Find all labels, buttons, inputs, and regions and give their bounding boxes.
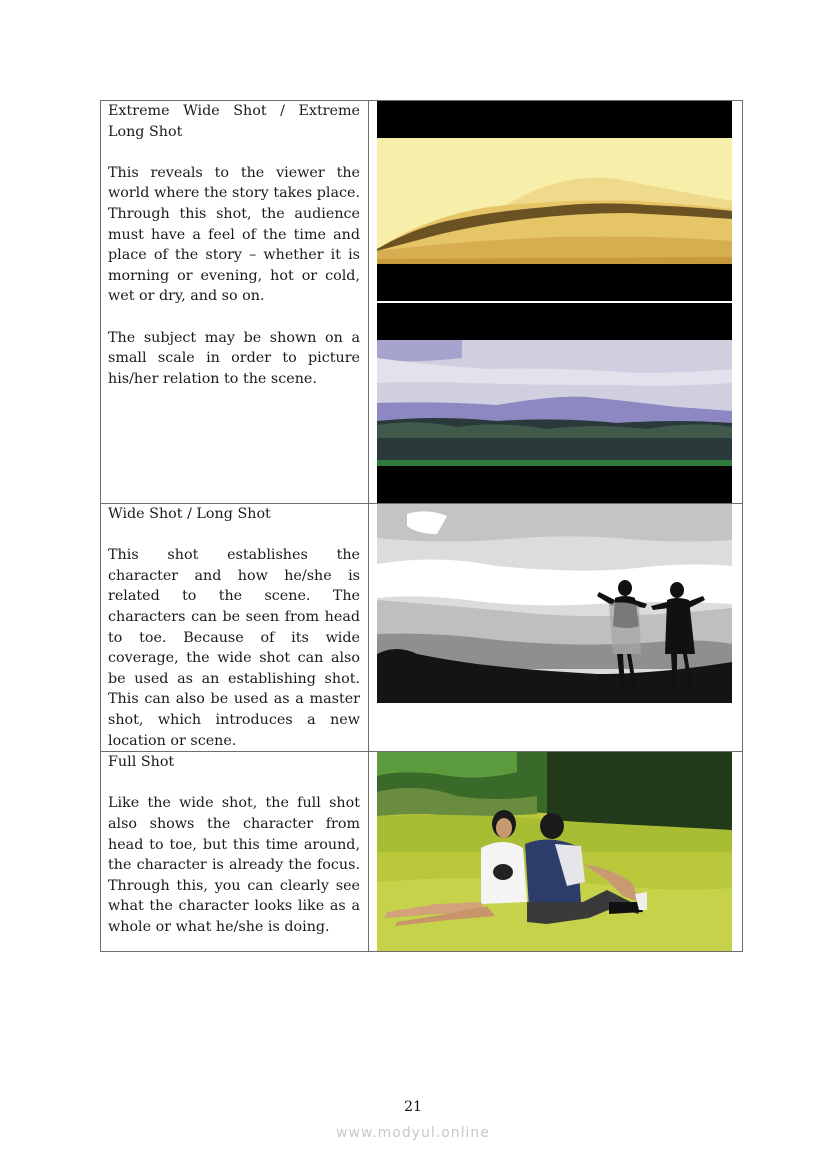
two-people-sitting-on-grass-photo (377, 752, 732, 951)
page-number: 21 (404, 1099, 422, 1115)
shot-description: This reveals to the viewer the world where the story takes place. Through this shot, the audience must have a feel of the time and place of the story – whether it is morning or evening, hot or cold, wet or dry, and so on. (108, 164, 360, 305)
shot-title: Wide Shot / Long Shot (108, 506, 271, 522)
camera-shots-table (100, 100, 743, 952)
image-cell (369, 752, 743, 952)
shot-title: Full Shot (108, 754, 175, 771)
sepia-hill-landscape-photo (377, 101, 732, 301)
table-row (101, 752, 743, 952)
table-row (101, 101, 743, 504)
silhouette-two-people-wide-shot-photo (377, 504, 732, 703)
description-cell (101, 752, 369, 952)
table-row (101, 504, 743, 752)
watermark: www.modyul.online (336, 1125, 490, 1141)
mountain-range-landscape-photo (377, 303, 732, 503)
description-cell (101, 504, 369, 752)
shot-description: The subject may be shown on a small scale in order to picture his/her relation to the scene. (108, 329, 360, 387)
image-cell (369, 504, 743, 752)
description-cell (101, 101, 369, 504)
shot-description: Like the wide shot, the full shot also shows the character from head to toe, but this time around, the character is already the focus. Through this, you can clearly see what the character looks like as a whole or what he/she is doing. (108, 795, 360, 935)
shot-title: Extreme Wide Shot / Extreme Long Shot (108, 103, 360, 140)
image-cell (369, 101, 743, 504)
shot-description: This shot establishes the character and how he/she is related to the scene. The characters can be seen from head to toe. Because of its wide coverage, the wide shot can also be used as an establishing shot. This can also be used as a master shot, which introduces a new location or scene. (108, 547, 360, 749)
